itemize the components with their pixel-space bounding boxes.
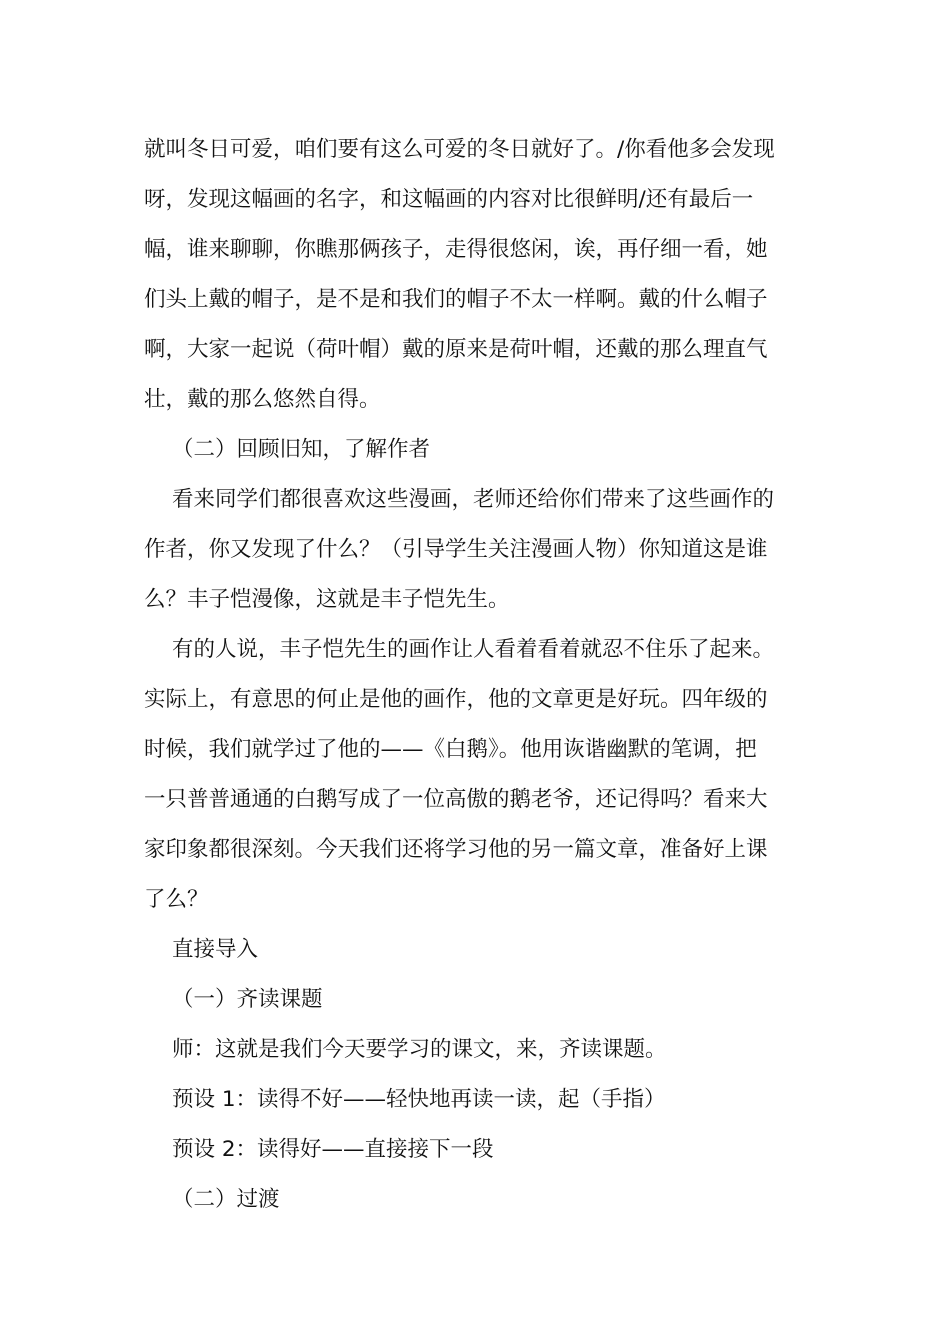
text-line: 们头上戴的帽子，是不是和我们的帽子不太一样啊。戴的什么帽子 <box>144 287 768 312</box>
text-line: 壮，戴的那么悠然自得。 <box>144 387 381 412</box>
text-line: 实际上，有意思的何止是他的画作，他的文章更是好玩。四年级的 <box>144 687 768 712</box>
text-line: 幅，谁来聊聊，你瞧那俩孩子，走得很悠闲，诶，再仔细一看，她 <box>144 237 768 262</box>
text-line: 么？丰子恺漫像，这就是丰子恺先生。 <box>144 587 510 612</box>
text-line: 预设 2：读得好——直接接下一段 <box>172 1137 494 1162</box>
document-body <box>144 125 808 1225</box>
text-line: 看来同学们都很喜欢这些漫画，老师还给你们带来了这些画作的 <box>172 487 775 512</box>
text-line: 呀，发现这幅画的名字，和这幅画的内容对比很鲜明/还有最后一 <box>144 187 754 212</box>
text-line: 有的人说，丰子恺先生的画作让人看着看着就忍不住乐了起来。 <box>172 637 775 662</box>
text-line: 家印象都很深刻。今天我们还将学习他的另一篇文章，准备好上课 <box>144 837 768 862</box>
text-line: 直接导入 <box>172 937 259 962</box>
text-line: （二）过渡 <box>172 1187 280 1212</box>
text-line: 师：这就是我们今天要学习的课文，来，齐读课题。 <box>172 1037 667 1062</box>
text-line: 时候，我们就学过了他的——《白鹅》。他用诙谐幽默的笔调，把 <box>144 737 757 762</box>
text-line: 一只普普通通的白鹅写成了一位高傲的鹅老爷，还记得吗？看来大 <box>144 787 768 812</box>
text-line: 预设 1：读得不好——轻快地再读一读，起（手指） <box>172 1087 666 1112</box>
text-line: （一）齐读课题 <box>172 987 323 1012</box>
text-line: （二）回顾旧知，了解作者 <box>172 437 431 462</box>
text-line: 了么？ <box>144 887 209 912</box>
text-line: 就叫冬日可爱，咱们要有这么可爱的冬日就好了。/你看他多会发现 <box>144 137 775 162</box>
text-line: 啊，大家一起说（荷叶帽）戴的原来是荷叶帽，还戴的那么理直气 <box>144 337 768 362</box>
text-line: 作者，你又发现了什么？（引导学生关注漫画人物）你知道这是谁 <box>144 537 768 562</box>
